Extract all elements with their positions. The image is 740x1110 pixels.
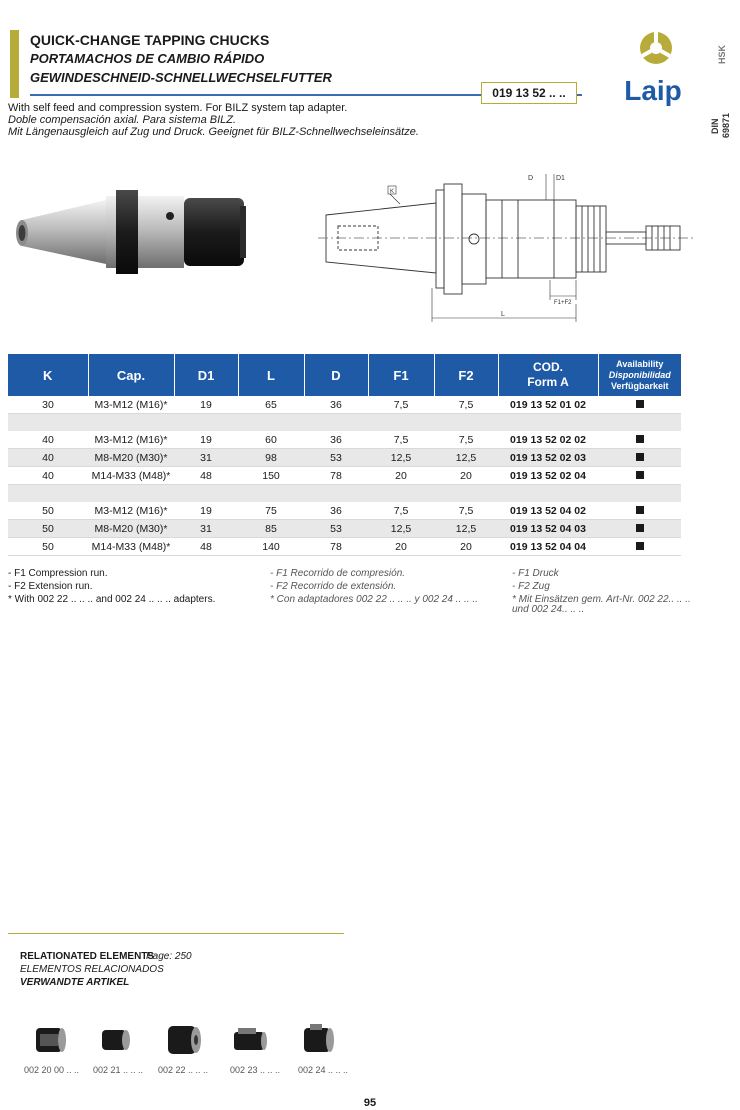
page-number: 95	[363, 1097, 377, 1109]
cell-cap: M14-M33 (M48)*	[88, 538, 174, 556]
cell-d: 53	[304, 520, 368, 538]
note-es-2: - F2 Recorrido de extensión.	[270, 581, 397, 592]
related-rule	[8, 933, 344, 934]
reference-code-box: 019 13 52 .. ..	[481, 82, 577, 104]
cell-code: 019 13 52 04 03	[498, 520, 598, 538]
related-item-image[interactable]	[30, 1020, 72, 1060]
table-row	[8, 538, 681, 556]
cell-l: 65	[238, 396, 304, 414]
cell-k: 30	[8, 396, 88, 414]
description-de: Mit Längenausgleich auf Zug und Druck. Geeignet für BILZ-Schnellwechseleinsätze.	[8, 126, 419, 138]
label-d1: D1	[556, 175, 565, 182]
svg-text:HSK: HSK	[717, 44, 727, 64]
cell-l: 85	[238, 520, 304, 538]
cell-k: 40	[8, 467, 88, 485]
cell-d1: 19	[174, 396, 238, 414]
cell-code: 019 13 52 02 03	[498, 449, 598, 467]
cell-f2: 7,5	[434, 431, 498, 449]
cell-availability	[598, 502, 681, 520]
cell-l: 60	[238, 431, 304, 449]
availability-marker	[636, 542, 644, 550]
table-row	[8, 449, 681, 467]
note-en-3: * With 002 22 .. .. .. and 002 24 .. .. .. adapters.	[8, 594, 216, 605]
svg-text:69871: 69871	[721, 112, 731, 138]
spec-table	[8, 354, 681, 556]
note-es-3: * Con adaptadores 002 22 .. .. .. y 002 24 .. .. ..	[270, 594, 478, 605]
product-photo	[8, 172, 268, 292]
cell-f1: 7,5	[368, 502, 434, 520]
col-header-availability-de: Verfügbarkeit	[610, 380, 669, 391]
cell-d: 36	[304, 396, 368, 414]
brand-wordmark: Laip	[624, 75, 682, 106]
related-item-image[interactable]	[298, 1020, 340, 1060]
cell-code: 019 13 52 04 04	[498, 538, 598, 556]
col-header-f1: F1	[368, 354, 434, 396]
title-de: GEWINDESCHNEID-SCHNELLWECHSELFUTTER	[30, 70, 332, 85]
cell-k: 50	[8, 520, 88, 538]
related-page-ref[interactable]: Page: 250	[146, 951, 192, 962]
table-separator	[8, 485, 681, 503]
side-label-hsk	[712, 18, 730, 68]
cell-d: 53	[304, 449, 368, 467]
cell-d1: 48	[174, 467, 238, 485]
cell-l: 98	[238, 449, 304, 467]
cell-f1: 20	[368, 538, 434, 556]
cell-code: 019 13 52 02 02	[498, 431, 598, 449]
cell-k: 40	[8, 431, 88, 449]
cell-cap: M3-M12 (M16)*	[88, 431, 174, 449]
cell-cap: M8-M20 (M30)*	[88, 520, 174, 538]
cell-availability	[598, 431, 681, 449]
note-en-2: - F2 Extension run.	[8, 581, 93, 592]
cell-f2: 7,5	[434, 396, 498, 414]
cell-cap: M8-M20 (M30)*	[88, 449, 174, 467]
cell-d1: 19	[174, 431, 238, 449]
related-title-es: ELEMENTOS RELACIONADOS	[20, 964, 164, 975]
related-item-label[interactable]: 002 21 .. .. ..	[93, 1065, 144, 1075]
svg-text:DIN: DIN	[710, 118, 720, 134]
table-row	[8, 502, 681, 520]
technical-drawing	[318, 168, 716, 328]
side-label-din	[706, 100, 736, 140]
note-de-4: und 002 24.. .. ..	[512, 604, 585, 615]
availability-marker	[636, 524, 644, 532]
cell-f2: 12,5	[434, 520, 498, 538]
title-es: PORTAMACHOS DE CAMBIO RÁPIDO	[30, 51, 265, 66]
availability-marker	[636, 506, 644, 514]
cell-f1: 12,5	[368, 449, 434, 467]
col-header-f2: F2	[434, 354, 498, 396]
cell-l: 140	[238, 538, 304, 556]
availability-marker	[636, 400, 644, 408]
related-item-image[interactable]	[96, 1020, 138, 1060]
cell-cap: M3-M12 (M16)*	[88, 396, 174, 414]
table-row	[8, 520, 681, 538]
cell-f1: 7,5	[368, 396, 434, 414]
cell-d1: 48	[174, 538, 238, 556]
cell-f2: 12,5	[434, 449, 498, 467]
col-header-availability	[598, 354, 681, 396]
laip-logo	[618, 30, 688, 106]
cell-d: 36	[304, 431, 368, 449]
cell-f2: 7,5	[434, 502, 498, 520]
col-header-availability-en: Availability	[616, 358, 664, 369]
cell-code: 019 13 52 04 02	[498, 502, 598, 520]
note-en-1: - F1 Compression run.	[8, 568, 108, 579]
table-row	[8, 467, 681, 485]
accent-bar	[10, 30, 19, 98]
cell-availability	[598, 538, 681, 556]
cell-availability	[598, 467, 681, 485]
cell-cap: M14-M33 (M48)*	[88, 467, 174, 485]
cell-availability	[598, 520, 681, 538]
label-l: L	[501, 311, 505, 318]
related-item-label[interactable]: 002 24 .. .. ..	[298, 1065, 349, 1075]
col-header-cap: Cap.	[88, 354, 174, 396]
table-row	[8, 431, 681, 449]
note-de-1: - F1 Druck	[512, 568, 559, 579]
related-item-label[interactable]: 002 20 00 .. ..	[24, 1065, 80, 1075]
cell-d: 78	[304, 467, 368, 485]
col-header-k: K	[8, 354, 88, 396]
related-item-label[interactable]: 002 23 .. .. ..	[230, 1065, 281, 1075]
col-header-code-line1: COD.	[533, 360, 563, 374]
col-header-code-line2: Form A	[527, 375, 569, 389]
cell-f1: 20	[368, 467, 434, 485]
related-item-image[interactable]	[162, 1020, 204, 1060]
cell-k: 50	[8, 502, 88, 520]
cell-availability	[598, 449, 681, 467]
cell-d1: 31	[174, 449, 238, 467]
cell-l: 150	[238, 467, 304, 485]
label-d: D	[528, 175, 534, 182]
col-header-d1: D1	[174, 354, 238, 396]
cell-code: 019 13 52 01 02	[498, 396, 598, 414]
cell-d1: 31	[174, 520, 238, 538]
table-separator	[8, 414, 681, 432]
cell-cap: M3-M12 (M16)*	[88, 502, 174, 520]
col-header-availability-es: Disponibilidad	[608, 369, 671, 380]
note-de-3: * Mit Einsätzen gem. Art-Nr. 002 22.. .. ..	[512, 594, 691, 605]
cell-d: 36	[304, 502, 368, 520]
related-item-label[interactable]: 002 22 .. .. ..	[158, 1065, 209, 1075]
title-en: QUICK-CHANGE TAPPING CHUCKS	[30, 32, 270, 48]
availability-marker	[636, 453, 644, 461]
related-title-en: RELATIONATED ELEMENTS	[20, 951, 155, 962]
table-row	[8, 396, 681, 414]
cell-l: 75	[238, 502, 304, 520]
description-en: With self feed and compression system. For BILZ system tap adapter.	[8, 102, 348, 114]
related-title-de: VERWANDTE ARTIKEL	[20, 977, 130, 988]
cell-f2: 20	[434, 467, 498, 485]
col-header-l: L	[238, 354, 304, 396]
label-k: K	[389, 189, 395, 195]
availability-marker	[636, 435, 644, 443]
cell-d1: 19	[174, 502, 238, 520]
cell-d: 78	[304, 538, 368, 556]
cell-availability	[598, 396, 681, 414]
note-de-2: - F2 Zug	[512, 581, 550, 592]
cell-k: 50	[8, 538, 88, 556]
cell-f1: 12,5	[368, 520, 434, 538]
cell-f2: 20	[434, 538, 498, 556]
cell-f1: 7,5	[368, 431, 434, 449]
label-f: F1+F2	[554, 300, 572, 306]
table-header-row	[8, 354, 681, 396]
note-es-1: - F1 Recorrido de compresión.	[270, 568, 406, 579]
description-es: Doble compensación axial. Para sistema BILZ.	[8, 114, 237, 126]
availability-marker	[636, 471, 644, 479]
col-header-d: D	[304, 354, 368, 396]
col-header-code	[498, 354, 598, 396]
related-item-image[interactable]	[230, 1020, 272, 1060]
cell-k: 40	[8, 449, 88, 467]
cell-code: 019 13 52 02 04	[498, 467, 598, 485]
